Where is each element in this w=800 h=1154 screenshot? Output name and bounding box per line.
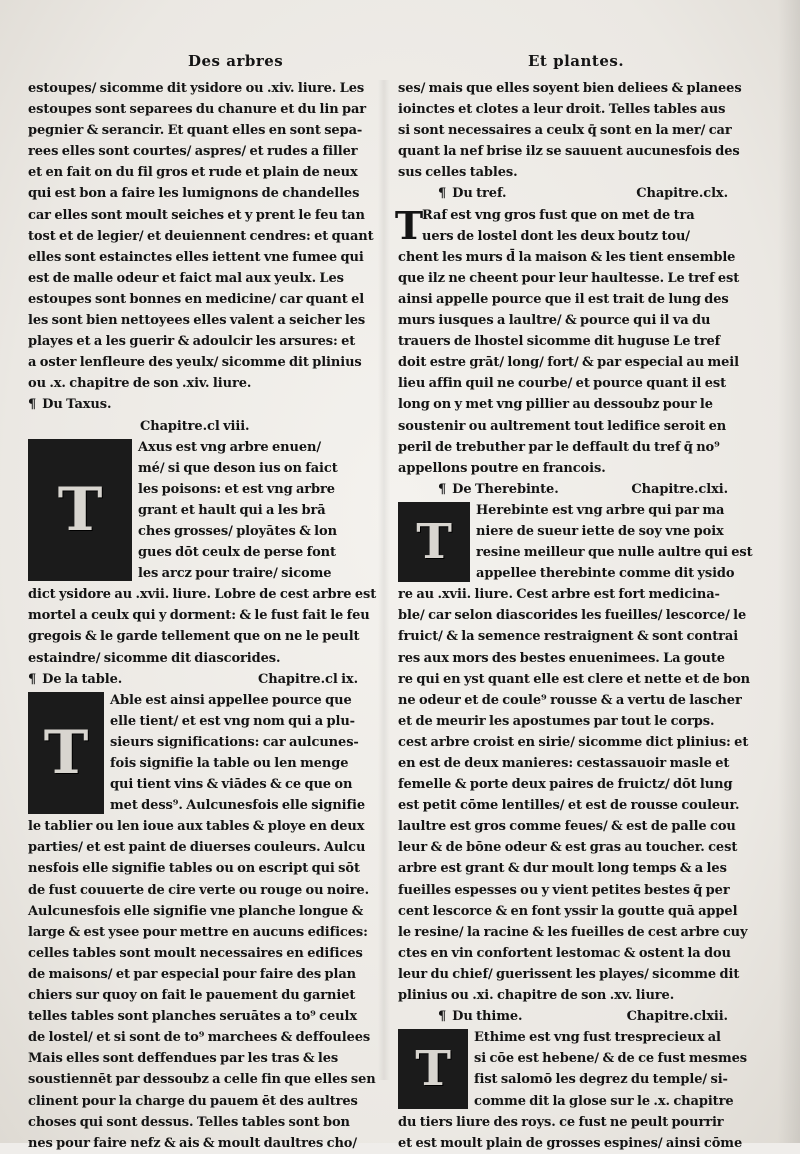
text-line: les arcz pour traire/ sicome: [138, 566, 332, 582]
text-line: comme dit la glose sur le .x. chapitre: [474, 1093, 734, 1109]
text-line: cest arbre croist en sirie/ sicomme dict plinius: et: [398, 734, 749, 750]
text-line: elle tient/ et est vng nom qui a plu-: [110, 713, 355, 729]
text-line: ctes en vin confortent lestomac & ostent la dou: [398, 945, 731, 961]
text-line: appellee therebinte comme dit ysido: [476, 566, 735, 582]
text-line: ioinctes et clotes a leur droit. Telles tables aus: [398, 102, 726, 118]
text-line: et en fait on du fil gros et rude et plain de neux: [28, 165, 358, 181]
page-gutter: [378, 80, 390, 1080]
text-line: les sont bien nettoyees elles valent a seicher les: [28, 313, 366, 329]
text-line: qui tient vins & viādes & ce que on: [110, 777, 353, 793]
text-line: ses/ mais que elles soyent bien deliees & planees: [398, 81, 742, 96]
text-line: fois signifie la table ou len menge: [110, 756, 349, 771]
text-line: a oster lenfleure des yeulx/ sicomme dit plinius: [28, 355, 362, 371]
pilcrow-icon: ¶: [438, 186, 447, 202]
text-line: large & est ysee pour mettre en aucuns edifices:: [28, 924, 368, 940]
text-line: leur & de bōne odeur & est gras au toucher. cest: [398, 840, 738, 856]
text-line: choses qui sont dessus. Telles tables sont bon: [28, 1114, 350, 1130]
table-heading-line: [28, 669, 366, 690]
text-line: murs iusques a laultre/ & pource qui il va du: [398, 313, 711, 329]
taxus-chapter-line: [28, 416, 366, 437]
text-line: ne odeur et de coule⁹ rousse & a vertu de lascher: [398, 692, 742, 708]
running-header-left: Des arbres: [188, 52, 284, 70]
tref-heading: Du tref.: [452, 186, 507, 202]
taxus-block: [28, 437, 366, 585]
text-line: mortel a ceulx qui y dorment: & le fust fait le feu: [28, 608, 370, 624]
text-line: le resine/ la racine & les fueilles de cest arbre cuy: [398, 924, 748, 940]
taxus-lines-after: [28, 584, 377, 668]
text-line: dict ysidore au .xvii. liure. Lobre de cest arbre est: [28, 587, 377, 603]
text-line: et est moult plain de grosses espines/ ainsi cōme: [398, 1135, 743, 1151]
text-line: celles tables sont moult necessaires en edifices: [28, 945, 363, 961]
tref-heading-line: [398, 183, 736, 204]
text-line: Herebinte est vng arbre qui par ma: [476, 502, 725, 518]
text-line: si sont necessaires a ceulx q̄ sont en la mer/ car: [398, 123, 732, 139]
table-lines-after: [28, 816, 376, 1154]
text-line: car elles sont moult seiches et y prent le feu tan: [28, 207, 365, 223]
text-line: lieu affin quil ne courbe/ et pource quant il est: [398, 376, 726, 392]
text-line: estoupes sont separees du chanure et du lin par: [28, 102, 367, 118]
text-line: sieurs significations: car aulcunes-: [110, 734, 359, 750]
text-line: estoupes sont bonnes en medicine/ car quant el: [28, 291, 365, 307]
text-line: Aulcunesfois elle signifie vne planche longue &: [28, 903, 364, 919]
therebinte-chapter: Chapitre.clxi.: [631, 481, 728, 497]
text-line: de fust couuerte de cire verte ou rouge ou noire.: [28, 882, 370, 898]
table-initial-woodcut: T: [28, 692, 104, 814]
text-line: Ethime est vng fust tresprecieux al: [474, 1030, 721, 1046]
thime-heading-line: [398, 1006, 736, 1027]
thime-block: [398, 1027, 748, 1111]
therebinte-heading: De Therebinte.: [452, 481, 559, 497]
text-line: resine meilleur que nulle aultre qui est: [476, 545, 753, 561]
therebinte-initial-woodcut: T: [398, 502, 470, 582]
pilcrow-icon: ¶: [28, 671, 37, 687]
text-line: arbre est grant & dur moult long temps & a les: [398, 861, 727, 877]
text-line: sus celles tables.: [398, 165, 518, 181]
table-block: [28, 690, 366, 817]
text-line: appellons poutre en francois.: [398, 460, 606, 476]
thime-chapter: Chapitre.clxii.: [626, 1009, 728, 1025]
text-line: est petit cōme lentilles/ et est de rousse couleur.: [398, 798, 740, 814]
text-line: ches grosses/ ployātes & lon: [138, 523, 337, 539]
text-line: chent les murs d̄ la maison & les tient ensemble: [398, 249, 736, 265]
text-line: laultre est gros comme feues/ & est de palle cou: [398, 819, 736, 835]
text-line: le tablier ou len ioue aux tables & ploye en deux: [28, 819, 365, 835]
text-line: pegnier & serancir. Et quant elles en sont sepa-: [28, 123, 363, 139]
text-line: ble/ car selon diascorides les fueilles/ lescorce/ le: [398, 608, 747, 624]
therebinte-heading-line: [398, 479, 736, 500]
thime-initial-woodcut: T: [398, 1029, 468, 1109]
text-line: quant la nef brise ilz se sauuent aucunesfois des: [398, 144, 740, 160]
therebinte-block: [398, 500, 753, 584]
text-line: chiers sur quoy on fait le pauement du garniet: [28, 988, 356, 1004]
text-line: grant et hault qui a les brā: [138, 502, 326, 518]
text-line: fruict/ & la semence restraignent & sont contrai: [398, 629, 739, 645]
right-column: [394, 78, 753, 1154]
text-line: telles tables sont planches seruātes a to⁹ ceulx: [28, 1009, 358, 1025]
text-line: soustenir ou aultrement tout ledifice seroit en: [398, 418, 727, 434]
thime-heading: Du thime.: [452, 1009, 523, 1025]
text-line: et de meurir les apostumes par tout le corps.: [398, 713, 715, 729]
text-line: les poisons: et est vng arbre: [138, 481, 335, 497]
text-line: elles sont estainctes elles iettent vne fumee qui: [28, 249, 364, 265]
text-line: mé/ si que deson ius on faict: [138, 460, 338, 476]
text-line: Able est ainsi appellee pource que: [110, 692, 352, 708]
text-line: peril de trebuther par le deffault du tref q̄ no⁹: [398, 439, 720, 455]
thime-lines-after: [398, 1112, 743, 1154]
text-line: re qui en yst quant elle est clere et nette et de bon: [398, 671, 751, 687]
taxus-heading: ¶ Du Taxus.: [28, 397, 112, 413]
text-line: plinius ou .xi. chapitre de son .xv. liure.: [398, 988, 675, 1004]
text-line: fueilles espesses ou y vient petites bestes q̄ per: [398, 882, 730, 898]
text-line: Axus est vng arbre enuen/: [138, 439, 322, 455]
tref-lines-after: [398, 247, 740, 479]
left-column-top-lines: [28, 78, 374, 394]
text-line: nes pour faire nefz & ais & moult daultres cho/: [28, 1135, 358, 1151]
tref-block: [394, 202, 736, 248]
text-line: qui est bon a faire les lumignons de chandelles: [28, 186, 360, 202]
tref-chapter: Chapitre.clx.: [636, 186, 728, 202]
left-column: [28, 78, 377, 1154]
text-line: en est de deux manieres: cestassauoir masle et: [398, 756, 730, 771]
text-line: met dess⁹. Aulcunesfois elle signifie: [110, 798, 366, 814]
text-line: doit estre grāt/ long/ fort/ & par especial au meil: [398, 355, 739, 371]
table-heading: De la table.: [42, 671, 123, 687]
text-line: playes et a les guerir & adoulcir les arsures: et: [28, 334, 356, 350]
therebinte-lines-after: [398, 584, 751, 1006]
page-edge-shadow: [778, 0, 800, 1143]
text-line: que ilz ne cheent pour leur haultesse. Le tref est: [398, 270, 740, 286]
pilcrow-icon: ¶: [438, 481, 447, 497]
text-line: tost et de legier/ et deuiennent cendres: et quant: [28, 228, 374, 244]
text-line: res aux mors des bestes enuenimees. La goute: [398, 650, 725, 666]
running-header-right: Et plantes.: [528, 52, 625, 70]
pilcrow-icon: ¶: [438, 1009, 447, 1025]
text-line: uers de lostel dont les deux boutz tou/: [422, 228, 690, 244]
text-line: fist salomō les degrez du temple/ si-: [474, 1072, 728, 1088]
text-line: leur du chief/ guerissent les playes/ sicomme dit: [398, 966, 740, 982]
text-line: est de malle odeur et faict mal aux yeulx. Les: [28, 270, 344, 286]
text-line: gregois & le garde tellement que on ne le peult: [28, 629, 360, 645]
text-line: soustiennēt par dessoubz a celle fin que elles sen: [28, 1072, 376, 1088]
text-line: si cōe est hebene/ & de ce fust mesmes: [474, 1051, 748, 1067]
pilcrow-icon: ¶: [28, 397, 37, 413]
tref-initial: T: [394, 202, 424, 248]
text-line: du tiers liure des roys. ce fust ne peult pourrir: [398, 1114, 724, 1130]
right-column-top-lines: [398, 78, 742, 183]
taxus-chapter: Chapitre.cl viii.: [140, 418, 250, 434]
text-line: clinent pour la charge du pauem ēt des aultres: [28, 1093, 358, 1109]
text-line: parties/ et est paint de diuerses couleurs. Aulcu: [28, 840, 366, 856]
taxus-initial-woodcut: T: [28, 439, 132, 581]
text-line: femelle & porte deux paires de fruictz/ dōt lung: [398, 777, 733, 793]
text-line: Raf est vng gros fust que on met de tra: [422, 207, 695, 223]
tref-lines-init: [394, 202, 736, 248]
text-line: trauers de lhostel sicomme dit huguse Le tref: [398, 334, 721, 350]
text-line: gues dōt ceulx de perse font: [138, 545, 336, 561]
text-line: cent lescorce & en font yssir la goutte quā appel: [398, 903, 738, 919]
text-line: Mais elles sont deffendues par les tras & les: [28, 1051, 339, 1067]
text-line: long on y met vng pillier au dessoubz pour le: [398, 397, 713, 413]
text-line: de lostel/ et si sont de to⁹ marchees & deffoulees: [28, 1030, 371, 1046]
text-line: estaindre/ sicomme dit diascorides.: [28, 650, 281, 666]
text-line: de maisons/ et par especial pour faire des plan: [28, 966, 357, 982]
text-line: ainsi appelle pource que il est trait de lung des: [398, 291, 729, 307]
text-line: rees elles sont courtes/ aspres/ et rudes a filler: [28, 144, 358, 160]
text-line: nesfois elle signifie tables ou on escript qui sōt: [28, 861, 360, 877]
text-line: ou .x. chapitre de son .xiv. liure.: [28, 376, 252, 392]
text-line: niere de sueur iette de soy vne poix: [476, 523, 724, 539]
text-line: re au .xvii. liure. Cest arbre est fort medicina-: [398, 587, 720, 603]
text-line: estoupes/ sicomme dit ysidore ou .xiv. liure. Les: [28, 81, 365, 96]
table-chapter: Chapitre.cl ix.: [258, 671, 358, 687]
